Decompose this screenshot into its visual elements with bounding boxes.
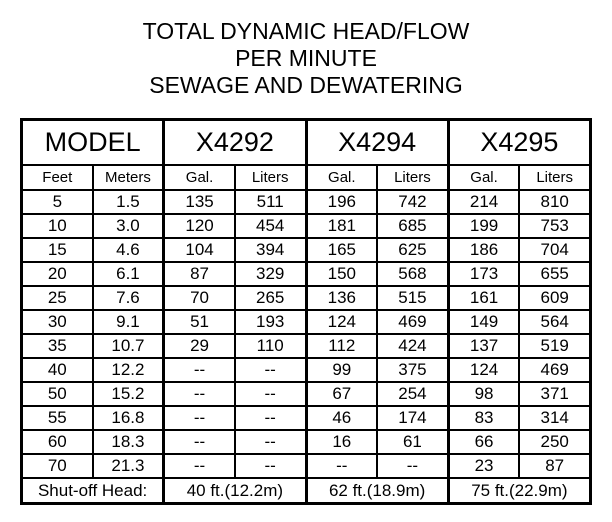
- cell-meters: 1.5: [93, 190, 164, 214]
- shutoff-row: [22, 478, 591, 504]
- cell-x4295-gal: 98: [448, 382, 519, 406]
- cell-x4292-gal: --: [164, 430, 235, 454]
- cell-x4294-gal: 46: [306, 406, 377, 430]
- cell-meters: 10.7: [93, 334, 164, 358]
- cell-x4294-liters: 568: [377, 262, 448, 286]
- cell-x4292-gal: 70: [164, 286, 235, 310]
- cell-x4292-gal: 51: [164, 310, 235, 334]
- cell-x4295-gal: 124: [448, 358, 519, 382]
- cell-x4295-gal: 23: [448, 454, 519, 478]
- cell-x4295-gal: 186: [448, 238, 519, 262]
- shutoff-x4295: 75 ft.(22.9m): [448, 478, 590, 504]
- cell-x4294-liters: 625: [377, 238, 448, 262]
- header-model-x4295: X4295: [448, 120, 590, 166]
- cell-x4294-liters: 61: [377, 430, 448, 454]
- cell-x4295-liters: 609: [519, 286, 590, 310]
- cell-x4292-liters: 329: [235, 262, 306, 286]
- cell-x4292-gal: 135: [164, 190, 235, 214]
- table-row: [22, 454, 591, 478]
- cell-x4294-liters: 742: [377, 190, 448, 214]
- cell-feet: 40: [22, 358, 93, 382]
- cell-x4292-gal: 104: [164, 238, 235, 262]
- table-body: [22, 190, 591, 478]
- cell-x4295-liters: 519: [519, 334, 590, 358]
- cell-x4292-liters: --: [235, 358, 306, 382]
- table-row: [22, 238, 591, 262]
- title-line-3: SEWAGE AND DEWATERING: [149, 72, 463, 98]
- cell-x4294-gal: 196: [306, 190, 377, 214]
- cell-x4294-liters: 254: [377, 382, 448, 406]
- cell-x4295-liters: 753: [519, 214, 590, 238]
- table-row: [22, 214, 591, 238]
- table-head: [22, 120, 591, 191]
- cell-x4294-liters: 469: [377, 310, 448, 334]
- cell-x4295-liters: 810: [519, 190, 590, 214]
- cell-x4295-liters: 314: [519, 406, 590, 430]
- header-x4292-gal: Gal.: [164, 165, 235, 190]
- cell-x4294-gal: 165: [306, 238, 377, 262]
- cell-x4294-gal: 67: [306, 382, 377, 406]
- cell-x4294-liters: 174: [377, 406, 448, 430]
- header-model-x4294: X4294: [306, 120, 448, 166]
- cell-x4292-liters: 193: [235, 310, 306, 334]
- cell-x4292-liters: --: [235, 454, 306, 478]
- cell-feet: 35: [22, 334, 93, 358]
- cell-meters: 4.6: [93, 238, 164, 262]
- cell-meters: 21.3: [93, 454, 164, 478]
- table-row: [22, 310, 591, 334]
- header-x4294-gal: Gal.: [306, 165, 377, 190]
- cell-meters: 9.1: [93, 310, 164, 334]
- cell-x4294-gal: 112: [306, 334, 377, 358]
- cell-x4294-liters: 685: [377, 214, 448, 238]
- table-row: [22, 190, 591, 214]
- cell-x4292-gal: 120: [164, 214, 235, 238]
- header-model-x4292: X4292: [164, 120, 306, 166]
- cell-x4295-liters: 564: [519, 310, 590, 334]
- header-x4295-gal: Gal.: [448, 165, 519, 190]
- cell-x4294-gal: 16: [306, 430, 377, 454]
- cell-meters: 16.8: [93, 406, 164, 430]
- cell-feet: 55: [22, 406, 93, 430]
- cell-x4295-gal: 161: [448, 286, 519, 310]
- table-foot: [22, 478, 591, 504]
- cell-x4292-gal: --: [164, 454, 235, 478]
- shutoff-x4292: 40 ft.(12.2m): [164, 478, 306, 504]
- title-line-2: PER MINUTE: [235, 45, 377, 71]
- cell-x4294-gal: 136: [306, 286, 377, 310]
- cell-x4294-gal: 99: [306, 358, 377, 382]
- cell-x4294-gal: --: [306, 454, 377, 478]
- table-row: [22, 382, 591, 406]
- cell-x4295-gal: 214: [448, 190, 519, 214]
- cell-feet: 15: [22, 238, 93, 262]
- page-title: [0, 18, 612, 99]
- cell-x4295-liters: 250: [519, 430, 590, 454]
- unit-header-row: [22, 165, 591, 190]
- table-row: [22, 286, 591, 310]
- cell-x4294-liters: 424: [377, 334, 448, 358]
- cell-x4292-gal: --: [164, 406, 235, 430]
- cell-x4292-gal: --: [164, 358, 235, 382]
- cell-x4292-liters: 265: [235, 286, 306, 310]
- table-row: [22, 262, 591, 286]
- cell-feet: 70: [22, 454, 93, 478]
- cell-x4295-gal: 199: [448, 214, 519, 238]
- cell-x4292-liters: --: [235, 382, 306, 406]
- cell-x4295-liters: 704: [519, 238, 590, 262]
- cell-x4292-gal: --: [164, 382, 235, 406]
- cell-x4292-liters: --: [235, 430, 306, 454]
- cell-feet: 60: [22, 430, 93, 454]
- cell-feet: 5: [22, 190, 93, 214]
- cell-meters: 6.1: [93, 262, 164, 286]
- cell-x4292-liters: 454: [235, 214, 306, 238]
- cell-x4295-liters: 469: [519, 358, 590, 382]
- cell-meters: 3.0: [93, 214, 164, 238]
- cell-x4295-liters: 655: [519, 262, 590, 286]
- header-feet: Feet: [22, 165, 93, 190]
- cell-x4294-liters: --: [377, 454, 448, 478]
- cell-x4292-gal: 29: [164, 334, 235, 358]
- header-x4292-liters: Liters: [235, 165, 306, 190]
- cell-meters: 7.6: [93, 286, 164, 310]
- cell-x4294-liters: 375: [377, 358, 448, 382]
- cell-x4294-gal: 150: [306, 262, 377, 286]
- title-line-1: TOTAL DYNAMIC HEAD/FLOW: [142, 18, 470, 44]
- cell-feet: 50: [22, 382, 93, 406]
- cell-feet: 30: [22, 310, 93, 334]
- cell-meters: 12.2: [93, 358, 164, 382]
- cell-x4294-gal: 181: [306, 214, 377, 238]
- header-meters: Meters: [93, 165, 164, 190]
- table-row: [22, 358, 591, 382]
- cell-x4295-gal: 137: [448, 334, 519, 358]
- cell-feet: 25: [22, 286, 93, 310]
- cell-x4292-liters: --: [235, 406, 306, 430]
- cell-x4295-gal: 66: [448, 430, 519, 454]
- cell-x4295-liters: 371: [519, 382, 590, 406]
- head-flow-table: [20, 118, 592, 505]
- cell-x4294-liters: 515: [377, 286, 448, 310]
- cell-x4292-gal: 87: [164, 262, 235, 286]
- cell-x4295-gal: 173: [448, 262, 519, 286]
- cell-x4292-liters: 394: [235, 238, 306, 262]
- header-x4294-liters: Liters: [377, 165, 448, 190]
- cell-x4295-liters: 87: [519, 454, 590, 478]
- table-row: [22, 406, 591, 430]
- cell-x4295-gal: 149: [448, 310, 519, 334]
- cell-feet: 20: [22, 262, 93, 286]
- table-row: [22, 430, 591, 454]
- cell-x4292-liters: 511: [235, 190, 306, 214]
- header-x4295-liters: Liters: [519, 165, 590, 190]
- cell-x4295-gal: 83: [448, 406, 519, 430]
- shutoff-label: Shut-off Head:: [22, 478, 164, 504]
- cell-x4292-liters: 110: [235, 334, 306, 358]
- model-header-row: [22, 120, 591, 166]
- cell-feet: 10: [22, 214, 93, 238]
- cell-meters: 15.2: [93, 382, 164, 406]
- cell-meters: 18.3: [93, 430, 164, 454]
- shutoff-x4294: 62 ft.(18.9m): [306, 478, 448, 504]
- header-model: MODEL: [22, 120, 164, 166]
- cell-x4294-gal: 124: [306, 310, 377, 334]
- table-row: [22, 334, 591, 358]
